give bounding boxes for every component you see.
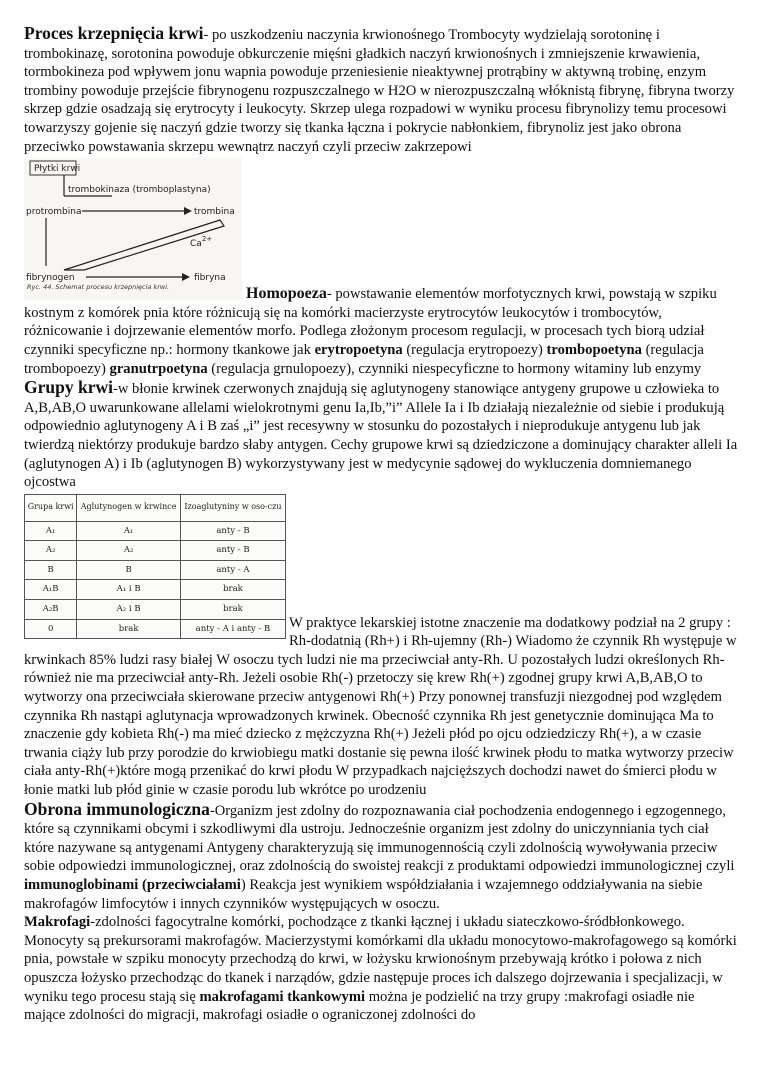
text-hematopoiesis-2: (regulacja erytropoezy) bbox=[402, 341, 547, 358]
document-page bbox=[24, 24, 738, 1025]
heading-blood-groups: Grupy krwi bbox=[24, 377, 113, 398]
term-erythropoietin: erytropoetyna bbox=[314, 341, 403, 358]
diagram-caption: Ryc. 44. Schemat procesu krzepnięcia krwi. bbox=[27, 282, 170, 291]
text-hematopoiesis-4: (regulacja grnulopoezy), czynniki niespecyficzne to hormony witaminy lub enzymy bbox=[207, 360, 702, 377]
text-macrophages-1: -zdolności fagocytralne komórki, pochodzące z tkanki łącznej i układu siateczkowo-śródbłonkowego. Monocyty są prekursorami makrofagów. Macierzystymi komórkami dla układu monocytowo-makrofagowego są komórki pnia, powstałe w szpiku monocyty przechodzą do krwi, w łożysku krwionośnym przebywają krótko i połowa z nich opuszcza łożysko przechodząc do tkanek i narządów, gdzie następuje proces ich dalszego dojrzewania i specjalizacji, w wyniku tego procesu stają się bbox=[24, 914, 737, 1005]
term-granulopoietin: granutrpoetyna bbox=[109, 360, 208, 377]
table-cell: A₁ bbox=[25, 521, 77, 541]
label-prothrombin: protrombina bbox=[26, 207, 82, 218]
table-row bbox=[25, 541, 286, 561]
table-cell: brak bbox=[77, 619, 181, 639]
table-cell: A₁B bbox=[25, 580, 77, 600]
table-row bbox=[25, 560, 286, 580]
table-cell: A₂ bbox=[77, 541, 181, 561]
table-cell: anty - A i anty - B bbox=[180, 619, 285, 639]
text-macrophages-2: można je podzielić na trzy grupy :makrofagi osiadłe nie mające zdolności do migracji, makrofagi osiadłe o ograniczonej zdolności do bbox=[24, 988, 695, 1024]
text-coagulation: - po uszkodzeniu naczynia krwionośnego Trombocyty wydzielają sorotoninę i trombokinazę, sorotonina powoduje obkurczenie mięśni gładkich naczyń krwionośnych i zmniejszenie krwawienia, tormbokineza pod wpływem jonu wapnia powoduje przeniesienie nieaktywnej protrąbiny w aktywną trobinę, enzym trombiny powoduje przejście fibrynogenu rozpuszczalnego w H2O w nierozpuszczalną włóknistą fibrynę, fibryna tworzy skrzep gdzie osadzają się erytrocyty i leukocyty. Skrzep ulega rozpadowi w wyniku procesu fibrynolizy temu procesowi towarzyszy gojenie się naczyń gdzie tworzy się tkanka łączna i pokrycie nabłonkiem, fibrynoliz jest jako obrona przeciwko powstawania skrzepu wewnątrz naczyń czyli przeciw zakrzepowi bbox=[24, 27, 735, 155]
label-fibrin: fibryna bbox=[194, 273, 226, 284]
table-cell: brak bbox=[180, 580, 285, 600]
arrowhead-thrombin bbox=[184, 207, 192, 215]
calcium-text: Ca bbox=[190, 239, 202, 250]
label-platelets: Płytki krwi bbox=[34, 164, 81, 175]
table-cell: A₂ bbox=[25, 541, 77, 561]
table-header-cell: Grupa krwi bbox=[25, 494, 77, 521]
heading-immune-defense: Obrona immunologiczna bbox=[24, 798, 210, 819]
term-tissue-macrophages: makrofagami tkankowymi bbox=[199, 988, 366, 1005]
heading-hematopoiesis: Homopoeza bbox=[246, 285, 327, 303]
paragraph-blood-groups bbox=[24, 378, 738, 492]
paragraph-immune-defense bbox=[24, 800, 738, 914]
label-fibrinogen: fibrynogen bbox=[26, 273, 75, 284]
table-header-row bbox=[25, 494, 286, 521]
table-cell: 0 bbox=[25, 619, 77, 639]
arrowhead-fibrin bbox=[182, 273, 190, 281]
table-cell: A₁ i B bbox=[77, 580, 181, 600]
table-cell: anty - B bbox=[180, 521, 285, 541]
table-cell: B bbox=[25, 560, 77, 580]
table-cell: A₁ bbox=[77, 521, 181, 541]
calcium-sup: 2+ bbox=[201, 235, 213, 244]
paragraph-macrophages bbox=[24, 913, 738, 1025]
table-row bbox=[25, 600, 286, 620]
blood-group-table bbox=[24, 494, 286, 640]
term-thrombopoietin: trombopoetyna bbox=[546, 341, 642, 358]
table-cell: A₂B bbox=[25, 600, 77, 620]
heading-coagulation: Proces krzepnięcia krwi bbox=[24, 23, 204, 43]
text-hematopoiesis-3: (regulacja trombopoezy) bbox=[24, 341, 704, 377]
heading-macrophages: Makrofagi bbox=[24, 914, 91, 931]
text-hematopoiesis-1: - powstawanie elementów morfotycznych krwi, powstają w szpiku kostnym z komórek pnia które różnicują się na komórki macierzyste erytrocytów leukocytów i trombocytów, różnicowanie i dojrzewanie elementów morfo. Podlega złożonym procesom regulacji, w procesach tych biorą udział czynniki specyficzne np.: hormony tkankowe jak bbox=[24, 286, 717, 358]
label-calcium bbox=[190, 235, 212, 249]
table-row bbox=[25, 619, 286, 639]
paragraph-rh-factor: W praktyce lekarskiej istotne znaczenie ma dodatkowy podział na 2 grupy : Rh-dodatnią (Rh+) i Rh-ujemny (Rh-) Wiadomo że czynnik Rh występuje w krwinkach 85% ludzi rasy białej W osoczu tych ludzi nie ma przeciwciał anty-Rh. U pozostałych ludzi określonych Rh- również nie ma przeciwciał anty-Rh. Jeżeli osobie Rh(-) przetoczy się krew Rh(+) zgodnej grupy krwi A,B,AB,O to wytworzy ona przeciwciała skierowane przeciw antygenowi Rh(+) Przy ponownej transfuzji niezgodnej pod względem czynnika Rh nastąpi aglutynacja wprowadzonych krwinek. Obecność czynnika Rh jest genetycznie dominująca Ma to znaczenie gdy kobieta Rh(-) ma mieć dziecko z mężczyzna Rh(+) Jeżeli płód po ojcu odziedziczy Rh(+), a w czasie trwania ciąży lub przy porodzie do krwiobiegu matki dostanie się pewna ilość krwinek płodu to matka wytworzy przeciw ciała anty-Rh(+)które mogą przenikać do krwi płodu W przypadkach najcięższych dochodzi nawet do śmierci płodu w łonie matki lub płód ginie w czasie porodu lub wkrótce po urodzeniu bbox=[24, 614, 737, 799]
table-cell: A₂ i B bbox=[77, 600, 181, 620]
coagulation-diagram bbox=[24, 158, 242, 300]
label-tromboplastin: trombokinaza (tromboplastyna) bbox=[68, 185, 211, 196]
table-row bbox=[25, 521, 286, 541]
term-immunoglobulins: immunoglobinami (przeciwciałami bbox=[24, 877, 241, 893]
label-thrombin: trombina bbox=[194, 207, 235, 218]
table-row bbox=[25, 580, 286, 600]
table-cell: brak bbox=[180, 600, 285, 620]
table-header-cell: Aglutynogen w krwince bbox=[77, 494, 181, 521]
table-cell: anty - A bbox=[180, 560, 285, 580]
table-cell: anty - B bbox=[180, 541, 285, 561]
table-header-cell: Izoaglutyniny w oso-czu bbox=[180, 494, 285, 521]
text-blood-groups: -w błonie krwinek czerwonych znajdują się aglutynogeny stanowiące antygeny grupowe u człowieka to A,B,AB,O uwarunkowane allelami wielokrotnymi genu Ia,Ib,”i” Allele Ia i Ib działają niezależnie od siebie i produkują odpowiednio aglutynogeny A i B zaś „i” jest recesywny w stosunku do pozostałych i nieprodukuje antygenu lub jak twierdzą niektórzy produkuje bardzo słaby antygen. Cechy grupowe krwi są dziedziczone a dominujący charakter alleli Ia (aglutynogen A) i Ib (aglutynogen B) wykorzystywany jest w medycynie sądowej do wykluczenia domniemanego ojcostwa bbox=[24, 381, 738, 491]
text-immune-defense-1: -Organizm jest zdolny do rozpoznawania ciał pochodzenia endogennego i egzogennego, które są czynnikami obcymi i szkodliwymi dla ustroju. Jednocześnie organizm jest zdolny do uniczynniania tych ciał które nazywane są antygenami Antygeny charakteryzują się immunogennością czyli zdolnością wywoływania przeciw sobie odpowiedzi immunologicznej, oraz zdolnością do swoistej reakcji z produktami odpowiedzi immunologicznej czyli bbox=[24, 802, 735, 875]
text-immune-defense-2: ) Reakcja jest wynikiem współdziałania i wzajemnego oddziaływania na siebie makrofagów limfocytów i innych czynników występujących w osoczu. bbox=[24, 877, 703, 912]
table-cell: B bbox=[77, 560, 181, 580]
blood-group-table-figure bbox=[24, 494, 286, 634]
paragraph-coagulation bbox=[24, 24, 738, 156]
